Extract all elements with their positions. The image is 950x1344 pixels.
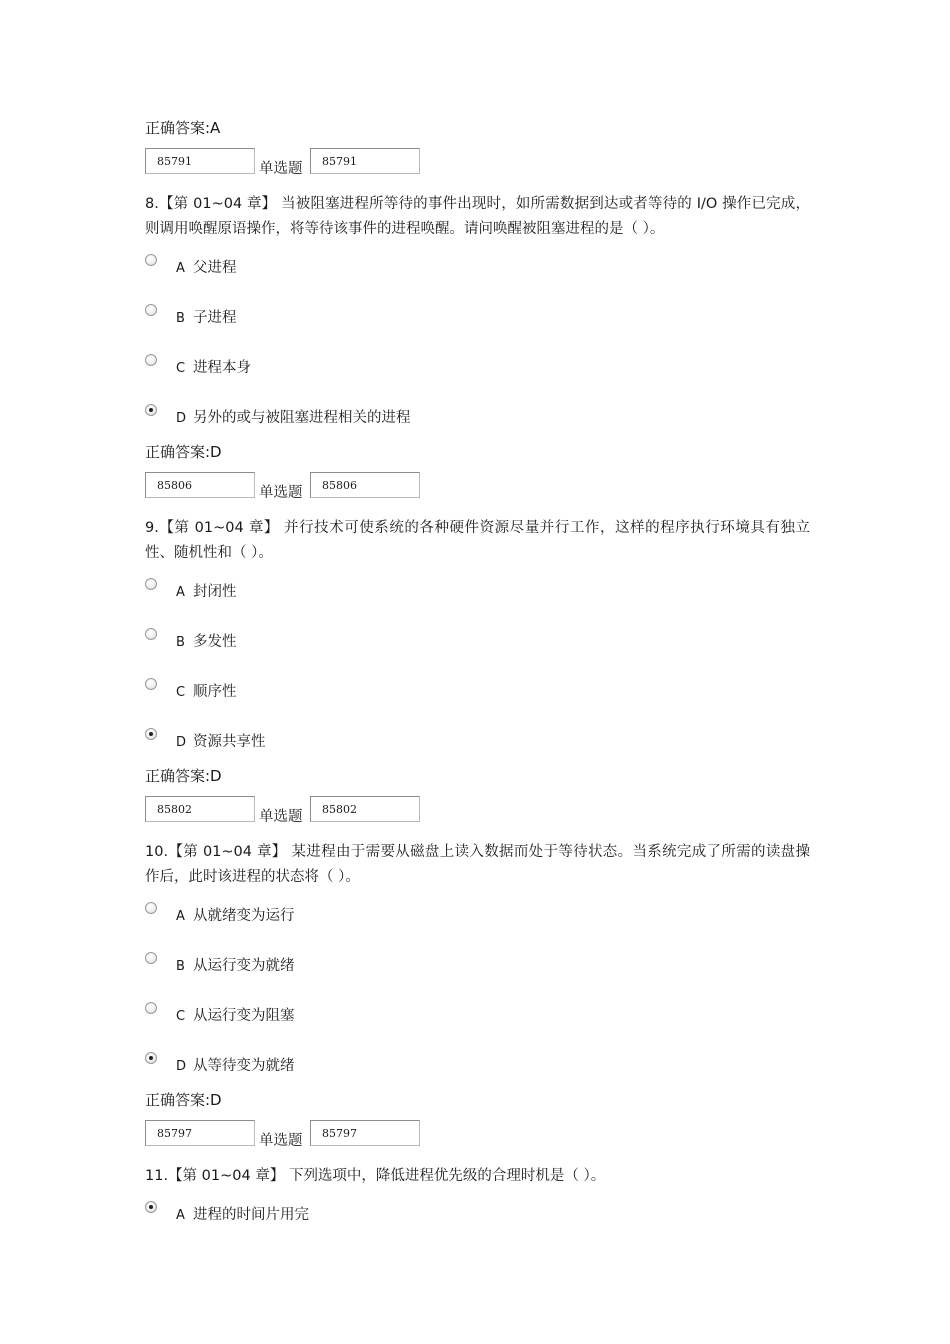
option-text: 资源共享性 (193, 734, 266, 750)
option-8-c[interactable] (145, 354, 745, 378)
question-id-field-2[interactable]: 85802 (310, 796, 420, 822)
option-letter: D (176, 735, 187, 750)
radio-button[interactable] (145, 628, 157, 640)
option-10-a[interactable] (145, 902, 745, 926)
option-8-b[interactable] (145, 304, 745, 328)
option-9-a[interactable] (145, 578, 745, 602)
question-8-text: 8.【第 01~04 章】 当被阻塞进程所等待的事件出现时，如所需数据到达或者等待的 I/O 操作已完成，则调用唤醒原语操作，将等待该事件的进程唤醒。请问唤醒被阻塞进程的是（ ）。 (145, 196, 810, 237)
option-letter: D (176, 411, 187, 426)
question-11-text: 11.【第 01~04 章】 下列选项中，降低进程优先级的合理时机是（ ）。 (145, 1168, 606, 1184)
question-10-text: 10.【第 01~04 章】 某进程由于需要从磁盘上读入数据而处于等待状态。当系统完成了所需的读盘操作后，此时该进程的状态将（ ）。 (145, 844, 810, 885)
id-row-7 (145, 148, 435, 178)
option-text: 从就绪变为运行 (193, 908, 295, 924)
option-text: 从运行变为就绪 (193, 958, 295, 974)
correct-answer-8: 正确答案:D (145, 443, 222, 461)
option-letter: A (176, 585, 185, 600)
question-type-label: 单选题 (259, 485, 303, 501)
radio-button-selected[interactable] (145, 404, 157, 416)
option-letter: A (176, 1208, 185, 1223)
id-row-9 (145, 796, 435, 826)
radio-button[interactable] (145, 578, 157, 590)
radio-button-selected[interactable] (145, 1052, 157, 1064)
option-text: 多发性 (193, 634, 237, 650)
radio-button[interactable] (145, 902, 157, 914)
option-8-d[interactable] (145, 404, 745, 428)
option-text: 从运行变为阻塞 (193, 1008, 295, 1024)
radio-button-selected[interactable] (145, 1201, 157, 1213)
option-10-d[interactable] (145, 1052, 745, 1076)
option-text: 另外的或与被阻塞进程相关的进程 (193, 410, 411, 426)
option-10-b[interactable] (145, 952, 745, 976)
radio-button-selected[interactable] (145, 728, 157, 740)
question-type-label: 单选题 (259, 1133, 303, 1149)
question-id-field[interactable]: 85802 (145, 796, 255, 822)
radio-button[interactable] (145, 304, 157, 316)
option-text: 进程本身 (193, 360, 251, 376)
radio-button[interactable] (145, 952, 157, 964)
correct-answer-9: 正确答案:D (145, 767, 222, 785)
question-id-field[interactable]: 85806 (145, 472, 255, 498)
option-text: 进程的时间片用完 (193, 1207, 309, 1223)
question-id-field[interactable]: 85791 (145, 148, 255, 174)
option-letter: B (176, 311, 185, 326)
option-letter: B (176, 959, 185, 974)
id-row-8 (145, 472, 435, 502)
option-10-c[interactable] (145, 1002, 745, 1026)
question-id-field[interactable]: 85797 (145, 1120, 255, 1146)
option-text: 从等待变为就绪 (193, 1058, 295, 1074)
option-9-b[interactable] (145, 628, 745, 652)
question-type-label: 单选题 (259, 809, 303, 825)
option-text: 封闭性 (193, 584, 237, 600)
option-letter: C (176, 361, 186, 376)
correct-answer-7: 正确答案:A (145, 119, 221, 137)
id-row-10 (145, 1120, 435, 1150)
radio-button[interactable] (145, 354, 157, 366)
question-type-label: 单选题 (259, 161, 303, 177)
option-text: 父进程 (193, 260, 237, 276)
option-letter: A (176, 909, 185, 924)
question-id-field-2[interactable]: 85797 (310, 1120, 420, 1146)
option-9-d[interactable] (145, 728, 745, 752)
option-letter: C (176, 685, 186, 700)
radio-button[interactable] (145, 1002, 157, 1014)
option-letter: D (176, 1059, 187, 1074)
option-11-a[interactable] (145, 1201, 745, 1225)
correct-answer-10: 正确答案:D (145, 1091, 222, 1109)
option-letter: A (176, 261, 185, 276)
option-letter: B (176, 635, 185, 650)
option-8-a[interactable] (145, 254, 745, 278)
option-text: 顺序性 (193, 684, 237, 700)
option-text: 子进程 (193, 310, 237, 326)
radio-button[interactable] (145, 254, 157, 266)
option-letter: C (176, 1009, 186, 1024)
question-9-text: 9.【第 01~04 章】 并行技术可使系统的各种硬件资源尽量并行工作，这样的程序执行环境具有独立性、随机性和（ ）。 (145, 520, 810, 561)
question-id-field-2[interactable]: 85806 (310, 472, 420, 498)
radio-button[interactable] (145, 678, 157, 690)
option-9-c[interactable] (145, 678, 745, 702)
question-id-field-2[interactable]: 85791 (310, 148, 420, 174)
